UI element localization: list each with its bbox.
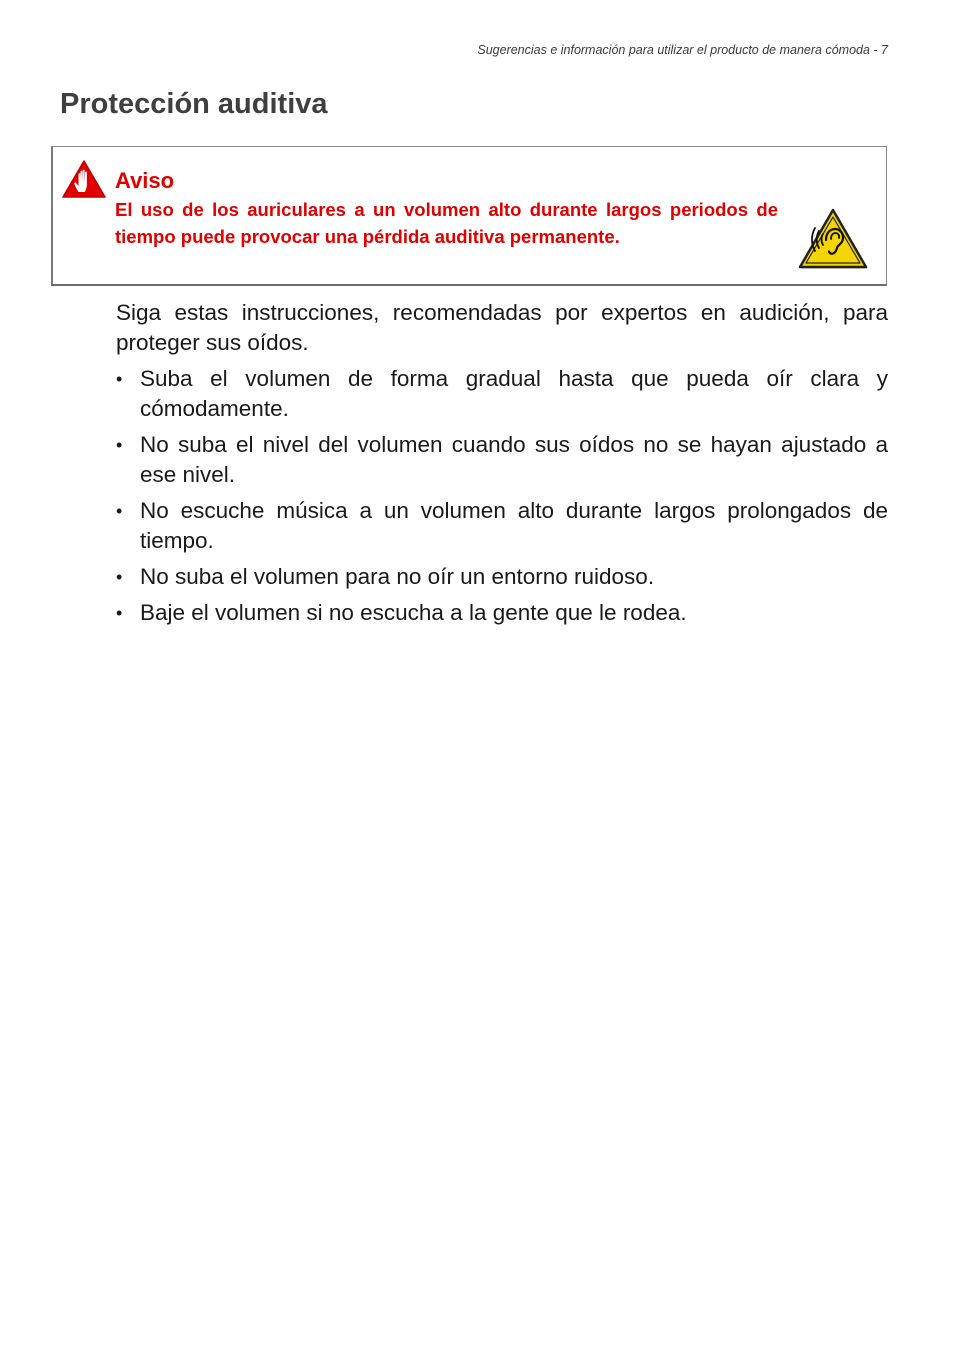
warning-hand-icon <box>61 159 107 199</box>
section-title: Protección auditiva <box>60 88 328 120</box>
list-item-text: No suba el nivel del volumen cuando sus oídos no se hayan ajustado a ese nivel. <box>140 432 888 487</box>
list-item-text: No escuche música a un volumen alto durante largos prolongados de tiempo. <box>140 498 888 553</box>
warning-box <box>51 146 887 286</box>
bullet-icon: • <box>116 567 123 587</box>
warning-text: El uso de los auriculares a un volumen alto durante largos periodos de tiempo puede provocar una pérdida auditiva permanente. <box>115 199 778 247</box>
instruction-list <box>116 364 888 634</box>
list-item-text: Suba el volumen de forma gradual hasta que pueda oír clara y cómodamente. <box>140 366 888 421</box>
list-item <box>116 430 888 490</box>
list-item <box>116 562 888 592</box>
warning-title: Aviso <box>115 168 175 193</box>
list-item <box>116 598 888 628</box>
bullet-icon: • <box>116 369 123 389</box>
running-header: Sugerencias e información para utilizar el producto de manera cómoda - 7 <box>477 43 888 57</box>
hearing-damage-icon <box>797 207 869 271</box>
list-item <box>116 364 888 424</box>
bullet-icon: • <box>116 501 123 521</box>
intro-paragraph: Siga estas instrucciones, recomendadas por expertos en audición, para proteger sus oídos. <box>116 300 888 355</box>
list-item-text: No suba el volumen para no oír un entorno ruidoso. <box>140 564 655 589</box>
bullet-icon: • <box>116 435 123 455</box>
list-item-text: Baje el volumen si no escucha a la gente que le rodea. <box>140 600 687 625</box>
bullet-icon: • <box>116 603 123 623</box>
list-item <box>116 496 888 556</box>
